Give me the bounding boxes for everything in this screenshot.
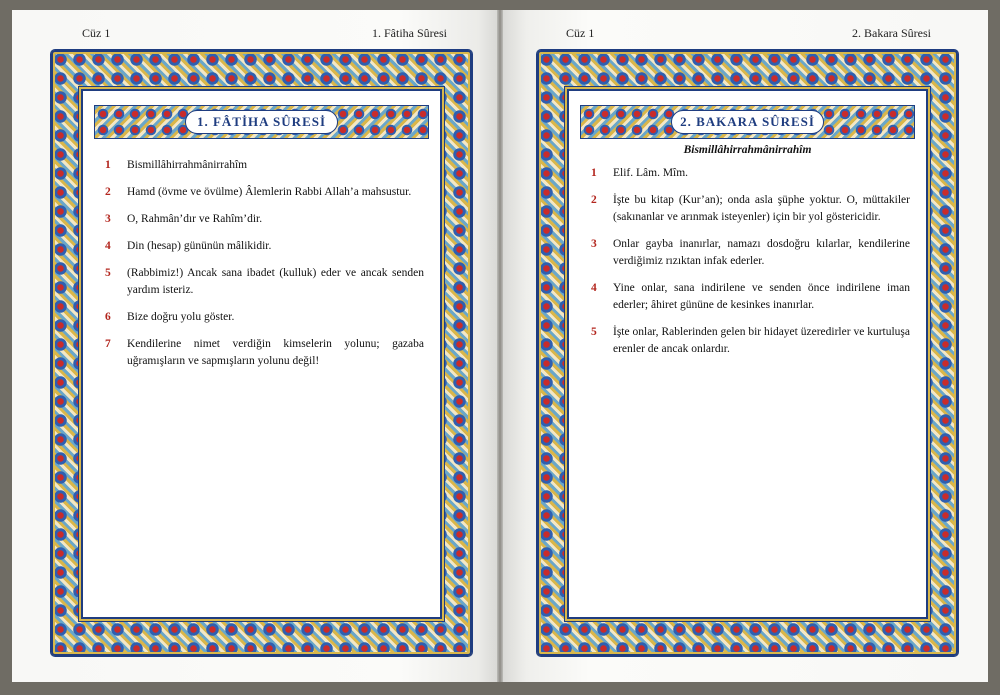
- verse-item: [105, 238, 424, 255]
- verse-number: 2: [591, 194, 597, 206]
- right-text-panel: [567, 89, 928, 619]
- right-sura-banner: [580, 105, 915, 139]
- verse-number: 1: [591, 167, 597, 179]
- verse-item: [105, 309, 424, 326]
- left-text-panel: [81, 89, 442, 619]
- left-ornamental-border: [51, 50, 472, 656]
- verse-item: [591, 280, 910, 314]
- verse-item: [591, 165, 910, 182]
- left-header-juz: Cüz 1: [82, 26, 111, 40]
- right-header-juz: Cüz 1: [566, 26, 595, 40]
- verse-item: [105, 184, 424, 201]
- verse-text: İşte bu kitap (Kur’an); onda asla şüphe yoktur. O, müttakiler (sakınanlar ve arınmak isteyenler) için bir yol göstericidir.: [613, 194, 910, 223]
- left-verse-list: [105, 157, 424, 380]
- verse-item: [105, 211, 424, 228]
- left-sura-title: 1. FÂTİHA SÛRESİ: [185, 110, 338, 134]
- verse-text: O, Rahmân’dır ve Rahîm’dir.: [127, 213, 263, 225]
- verse-number: 5: [105, 267, 111, 279]
- left-sura-banner: [94, 105, 429, 139]
- verse-number: 6: [105, 311, 111, 323]
- verse-number: 4: [591, 282, 597, 294]
- verse-number: 4: [105, 240, 111, 252]
- verse-item: [105, 265, 424, 299]
- right-sura-title: 2. BAKARA SÛRESİ: [671, 110, 824, 134]
- verse-text: Kendilerine nimet verdiğin kimselerin yolunu; gazaba uğramışların ve sapmışların yolunu değil!: [127, 338, 424, 367]
- right-verse-list: [591, 165, 910, 368]
- verse-item: [105, 336, 424, 370]
- verse-item: [591, 324, 910, 358]
- verse-text: Hamd (övme ve övülme) Âlemlerin Rabbi Allah’a mahsustur.: [127, 186, 412, 198]
- verse-number: 3: [105, 213, 111, 225]
- book-spine: [497, 10, 503, 682]
- verse-number: 2: [105, 186, 111, 198]
- verse-text: Elif. Lâm. Mîm.: [613, 167, 689, 179]
- verse-item: [591, 236, 910, 270]
- verse-text: Onlar gayba inanırlar, namazı dosdoğru kılarlar, kendilerine verdiğimiz rızıktan infak ederler.: [613, 238, 910, 267]
- verse-text: Din (hesap) gününün mâlikidir.: [127, 240, 272, 252]
- verse-text: İşte onlar, Rablerinden gelen bir hidayet üzeredirler ve kurtuluşa erenler de ancak onlardır.: [613, 326, 910, 355]
- verse-number: 1: [105, 159, 111, 171]
- basmala: Bismillâhirrahmânirrahîm: [683, 144, 812, 156]
- right-header-sura: 2. Bakara Sûresi: [852, 26, 931, 40]
- verse-text: (Rabbimiz!) Ancak sana ibadet (kulluk) eder ve ancak senden yardım isteriz.: [127, 267, 424, 296]
- verse-number: 5: [591, 326, 597, 338]
- left-header-sura: 1. Fâtiha Sûresi: [372, 26, 447, 40]
- verse-item: [105, 157, 424, 174]
- right-ornamental-border: [537, 50, 958, 656]
- verse-number: 3: [591, 238, 597, 250]
- verse-text: Yine onlar, sana indirilene ve senden önce indirilene iman ederler; âhiret gününe de kesinkes inanırlar.: [613, 282, 910, 311]
- verse-number: 7: [105, 338, 111, 350]
- verse-item: [591, 192, 910, 226]
- verse-text: Bize doğru yolu göster.: [127, 311, 235, 323]
- verse-text: Bismillâhirrahmânirrahîm: [127, 159, 248, 171]
